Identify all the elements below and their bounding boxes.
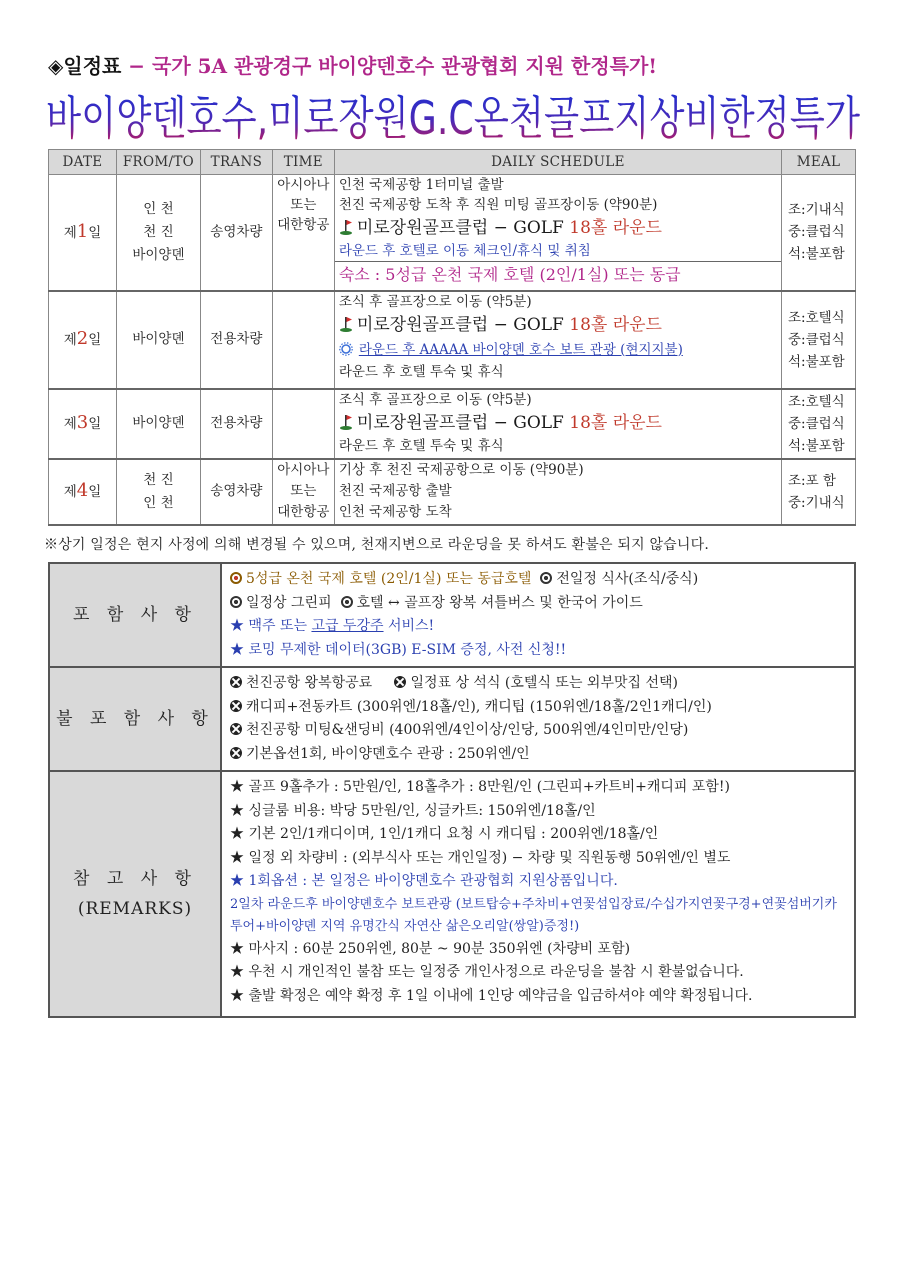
day-row-1 <box>49 175 856 291</box>
bullet-icon <box>230 572 242 584</box>
meal-info: 조:기내식 중:클럽식 석:불포함 <box>782 175 856 291</box>
col-meal: MEAL <box>782 150 856 175</box>
transport: 전용차량 <box>200 291 272 389</box>
x-circle-icon <box>230 747 242 759</box>
remarks-content: ★ 골프 9홀추가 : 5만원/인, 18홀추가 : 8만원/인 (그린피+카트비+캐디피 포함!) ★ 싱글룸 비용: 박당 5만원/인, 싱글카트: 150위엔/18홀/인 ★ 기본 2인/1캐디이며, 1인/1캐디 요청 시 캐디팁 : 200위엔/18홀/인 ★ 일정 외 차량비 : (외부식사 또는 개인일정) − 차량 및 직원동행 50위엔/인 별도 ★ 1회옵션 : 본 일정은 바이양뎬호수 관광협회 지원상품입니다. 2일차 라운드후 바이양뎬호수 보트관광 (보트탑승+주차비+연꽃섬입장료/수십가지연꽃구경+연꽃섬버기카 투어+바이양뎬 지역 유명간식 자연산 삶은오리알(쌍알)증정!) ★ 마사지 : 60분 250위엔, 80분 ~ 90분 350위엔 (차량비 포함) ★ 우천 시 개인적인 불참 또는 일정중 개인사정으로 라운딩을 불참 시 환불없습니다. ★ 출발 확정은 예약 확정 후 1일 이내에 1인당 예약금을 입금하셔야 예약 확정됩니다. <box>221 771 855 1017</box>
page-title-text: 바이양덴호수,미로장원G.C온천골프지상비한정특가 <box>46 91 861 145</box>
bullet-icon <box>540 572 552 584</box>
golf-round: 미로장원골프클럽 − GOLF 18홀 라운드 <box>339 312 781 338</box>
col-date: DATE <box>49 150 117 175</box>
included-row <box>49 563 855 667</box>
route: 천 진 인 천 <box>116 459 200 525</box>
route: 인 천 천 진 바이양뎬 <box>116 175 200 291</box>
day-label: 제3일 <box>49 389 117 459</box>
schedule-table <box>48 149 856 526</box>
flight-time <box>272 389 334 459</box>
excluded-row <box>49 667 855 771</box>
col-daily-schedule: DAILY SCHEDULE <box>334 150 781 175</box>
transport: 송영차량 <box>200 459 272 525</box>
golf-flag-icon <box>339 219 353 235</box>
route: 바이양뎬 <box>116 389 200 459</box>
included-label: 포 함 사 항 <box>49 563 221 667</box>
info-table <box>48 562 856 1018</box>
star-icon: ★ <box>230 873 244 889</box>
boat-tour: 라운드 후 AAAAA 바이양뎬 호수 보트 관광 (현지지불) <box>339 338 781 362</box>
schedule-header-row <box>49 150 856 175</box>
col-time: TIME <box>272 150 334 175</box>
golf-round: 미로장원골프클럽 − GOLF 18홀 라운드 <box>339 215 781 241</box>
star-icon: ★ <box>230 779 244 795</box>
star-icon: ★ <box>230 826 244 842</box>
transport: 송영차량 <box>200 175 272 291</box>
daily-schedule: 인천 국제공항 1터미널 출발 천진 국제공항 도착 후 직원 미팅 골프장이동 (약90분) 미로장원골프클럽 − GOLF 18홀 라운드 라운드 후 호텔로 이동 체크인/휴식 및 취침 숙소 : 5성급 온천 국제 호텔 (2인/1실) 또는 동급 <box>334 175 781 291</box>
included-content: 5성급 온천 국제 호텔 (2인/1실) 또는 동급호텔 전일정 식사(조식/중식) 일정상 그린피 호텔 ↔ 골프장 왕복 셔틀버스 및 한국어 가이드 ★ 맥주 또는 고급 두강주 서비스! ★ 로밍 무제한 데이터(3GB) E-SIM 증정, 사전 신청!! <box>221 563 855 667</box>
route: 바이양뎬 <box>116 291 200 389</box>
star-icon: ★ <box>230 802 244 819</box>
daily-schedule: 조식 후 골프장으로 이동 (약5분) 미로장원골프클럽 − GOLF 18홀 라운드 라운드 후 호텔 투숙 및 휴식 <box>334 389 781 459</box>
col-from-to: FROM/TO <box>116 150 200 175</box>
star-icon: ★ <box>230 940 244 957</box>
bullet-icon <box>230 596 242 608</box>
day-label: 제4일 <box>49 459 117 525</box>
transport: 전용차량 <box>200 389 272 459</box>
x-circle-icon <box>394 676 406 688</box>
sun-icon <box>339 342 353 356</box>
meal-info: 조:호텔식 중:클럽식 석:불포함 <box>782 291 856 389</box>
page-title <box>46 84 862 146</box>
flight-time: 아시아나 또는 대한항공 <box>272 175 334 291</box>
star-icon: ★ <box>230 641 244 658</box>
page-subtitle <box>48 50 657 79</box>
day-label: 제2일 <box>49 291 117 389</box>
daily-schedule: 조식 후 골프장으로 이동 (약5분) 미로장원골프클럽 − GOLF 18홀 라운드 라운드 후 AAAAA 바이양뎬 호수 보트 관광 (현지지불) 라운드 후 호텔 투숙 및 휴식 <box>334 291 781 389</box>
day-row-4 <box>49 459 856 525</box>
remarks-label: 참 고 사 항 (REMARKS) <box>49 771 221 1017</box>
meal-info: 조:포 함 중:기내식 <box>782 459 856 525</box>
star-icon: ★ <box>230 987 244 1004</box>
day-label: 제1일 <box>49 175 117 291</box>
day-row-3 <box>49 389 856 459</box>
golf-round: 미로장원골프클럽 − GOLF 18홀 라운드 <box>339 410 781 436</box>
excluded-label: 불 포 함 사 항 <box>49 667 221 771</box>
meal-info: 조:호텔식 중:클럽식 석:불포함 <box>782 389 856 459</box>
day-row-2 <box>49 291 856 389</box>
hotel-info: 숙소 : 5성급 온천 국제 호텔 (2인/1실) 또는 동급 <box>335 261 781 288</box>
remarks-row <box>49 771 855 1017</box>
notice-text: ※상기 일정은 현지 사정에 의해 변경될 수 있으며, 천재지변으로 라운딩을 못 하셔도 환불은 되지 않습니다. <box>44 537 710 553</box>
star-icon: ★ <box>230 964 244 980</box>
x-circle-icon <box>230 700 242 712</box>
excluded-content: 천진공항 왕복항공료 일정표 상 석식 (호텔식 또는 외부맛집 선택) 캐디피+전동카트 (300위엔/18홀/인), 캐디팁 (150위엔/18홀/2인1캐디/인) 천진공항 미팅&샌딩비 (400위엔/4인이상/인당, 500위엔/4인미만/인당) 기본옵션1회, 바이양뎬호수 관광 : 250위엔/인 <box>221 667 855 771</box>
x-circle-icon <box>230 676 242 688</box>
star-icon: ★ <box>230 618 244 634</box>
schedule-label: ◈일정표 <box>48 54 122 78</box>
bullet-icon <box>341 596 353 608</box>
star-icon: ★ <box>230 849 244 866</box>
x-circle-icon <box>230 723 242 735</box>
golf-flag-icon <box>339 316 353 332</box>
golf-flag-icon <box>339 414 353 430</box>
daily-schedule: 기상 후 천진 국제공항으로 이동 (약90분) 천진 국제공항 출발 인천 국제공항 도착 <box>334 459 781 525</box>
col-trans: TRANS <box>200 150 272 175</box>
subtitle-text: − 국가 5A 관광경구 바이양덴호수 관광협회 지원 한정특가! <box>121 54 658 78</box>
flight-time <box>272 291 334 389</box>
flight-time: 아시아나 또는 대한항공 <box>272 459 334 525</box>
